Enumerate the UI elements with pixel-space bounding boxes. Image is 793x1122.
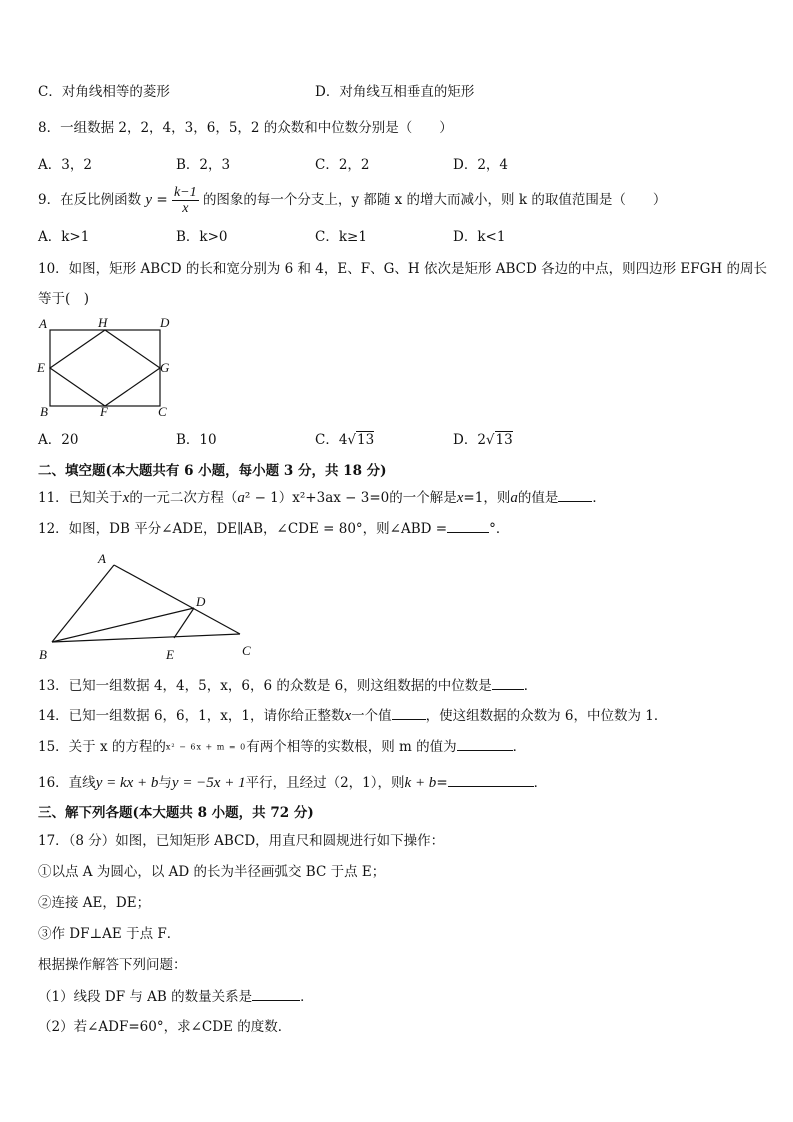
- q16-stem: [38, 772, 547, 793]
- q16-end: ．: [533, 775, 548, 791]
- fig12-label-c: C: [242, 643, 251, 658]
- q13-answer-blank[interactable]: [492, 675, 524, 690]
- q16-pre: 16．直线: [38, 775, 96, 791]
- q17-step3: ③作 DF⊥AE 于点 F．: [38, 926, 181, 942]
- q10-stem-line1: 10．如图，矩形 ABCD 的长和宽分别为 6 和 4，E、F、G、H 依次是矩形 ABCD 各边的中点，则四边形 EFGH 的周长: [38, 261, 767, 277]
- q17-intro: 17．（8 分）如图，已知矩形 ABCD，用直尺和圆规进行如下操作：: [38, 833, 445, 849]
- segment-ac: [114, 565, 240, 634]
- fig10-label-e: E: [37, 360, 45, 375]
- q13-stem: [38, 675, 537, 696]
- q10-option-d: [453, 430, 513, 450]
- q9-stem-post: 的图象的每一个分支上，y 都随 x 的增大而减小，则 k 的取值范围是（ ）: [202, 192, 667, 208]
- q11-mid4: =1，则: [463, 490, 511, 506]
- q9-fraction-denominator: x: [182, 201, 189, 216]
- q10-rectangle-figure: [34, 314, 174, 418]
- fig10-label-f: F: [100, 404, 108, 418]
- q14-answer-blank[interactable]: [392, 705, 426, 720]
- q16-kb: k + b: [404, 775, 437, 791]
- q12-end: °．: [489, 521, 510, 537]
- q16-line1: y = kx + b: [95, 775, 159, 791]
- fig10-label-g: G: [160, 360, 170, 375]
- q11-mid2: ² − 1）: [244, 490, 293, 506]
- q10-stem-line2: 等于( ): [38, 291, 90, 307]
- q14-pre: 14．已知一组数据 6，6，1，x，1，请你给正整数: [38, 708, 345, 724]
- fig10-label-d: D: [160, 315, 170, 330]
- q10-option-c-coef: C．4: [315, 432, 348, 448]
- q17-prompt: 根据操作解答下列问题：: [38, 957, 187, 973]
- q10-option-c-radicand: 13: [357, 432, 375, 448]
- rhombus-efgh: [50, 330, 160, 406]
- q9-func-eq: =: [156, 192, 168, 208]
- q9-fraction-numerator: k−1: [173, 185, 197, 200]
- q16-answer-blank[interactable]: [448, 772, 534, 787]
- fig10-label-h: H: [98, 315, 108, 330]
- section3-title: 三、解下列各题(本大题共 8 小题，共 72 分): [38, 805, 314, 821]
- q11-post: 的值是: [517, 490, 559, 506]
- fig10-label-b: B: [40, 404, 48, 418]
- q17-part1-text: （1）线段 DF 与 AB 的数量关系是: [38, 989, 253, 1005]
- q17-part2: （2）若∠ADF=60°，求∠CDE 的度数．: [38, 1019, 292, 1035]
- q15-equation: x² − 6x + m = 0: [165, 742, 247, 752]
- q17-step2: ②连接 AE，DE；: [38, 895, 151, 911]
- q12-text: 12．如图，DB 平分∠ADE，DE∥AB，∠CDE = 80°，则∠ABD =: [38, 521, 448, 537]
- q17-part1: [38, 986, 314, 1007]
- sqrt-sign: √: [485, 432, 495, 448]
- q15-end: ．: [512, 739, 527, 755]
- q9-stem: [38, 181, 666, 219]
- q17-part1-answer-blank[interactable]: [252, 986, 300, 1001]
- q13-end: ．: [523, 678, 538, 694]
- q11-end: ．: [592, 490, 606, 506]
- q14-post: ，使这组数据的众数为 6，中位数为 1．: [425, 708, 668, 724]
- q16-eq: =: [436, 775, 448, 791]
- q11-stem: [38, 487, 606, 508]
- rectangle-abcd: [50, 330, 160, 406]
- q9-fraction: [172, 185, 199, 216]
- q8-option-b: B．2，3: [176, 157, 231, 173]
- sqrt-sign: √: [347, 432, 357, 448]
- q16-mid1: 与: [158, 775, 172, 791]
- q11-mid1: 的一元二次方程（: [129, 490, 238, 506]
- fig12-label-b: B: [39, 647, 47, 662]
- q11-equation: x²+3ax − 3=0: [292, 490, 390, 506]
- q8-stem: 8．一组数据 2，2，4，3，6，5，2 的众数和中位数分别是（ ）: [38, 120, 453, 136]
- q11-answer-blank[interactable]: [558, 487, 592, 502]
- fig12-label-d: D: [196, 594, 206, 609]
- q8-option-c: C．2，2: [315, 157, 370, 173]
- q17-step1: ①以点 A 为圆心，以 AD 的长为半径画弧交 BC 于点 E；: [38, 864, 386, 880]
- q10-option-d-radicand: 13: [495, 432, 513, 448]
- q14-var-x: x: [344, 708, 352, 724]
- q11-var-x2: x: [456, 490, 464, 506]
- q11-var-a: a: [237, 490, 245, 506]
- q9-option-b: B．k>0: [176, 229, 228, 245]
- q9-func-y: y: [145, 192, 153, 208]
- q11-var-a2: a: [510, 490, 518, 506]
- q16-line2: y = −5x + 1: [171, 775, 246, 791]
- q14-stem: [38, 705, 667, 726]
- q7-option-d: D．对角线互相垂直的矩形: [315, 84, 475, 100]
- q14-mid: 一个值: [351, 708, 392, 724]
- q17-part1-end: ．: [300, 989, 314, 1005]
- fig12-label-a: A: [98, 551, 106, 566]
- q15-pre: 15．关于 x 的方程的: [38, 739, 166, 755]
- fig10-label-c: C: [158, 404, 167, 418]
- q15-answer-blank[interactable]: [457, 736, 513, 751]
- q12-triangle-figure: [34, 550, 264, 665]
- q9-stem-pre: 9．在反比例函数: [38, 192, 142, 208]
- q9-option-c: C．k≥1: [315, 229, 367, 245]
- q10-option-c: [315, 430, 374, 450]
- q11-var-x: x: [122, 490, 130, 506]
- q8-option-d: D．2，4: [453, 157, 509, 173]
- segment-ab: [52, 565, 114, 642]
- section2-title: 二、填空题(本大题共有 6 小题，每小题 3 分，共 18 分): [38, 463, 387, 479]
- q9-option-d: D．k<1: [453, 229, 506, 245]
- q15-stem: [38, 736, 526, 758]
- q11-pre: 11．已知关于: [38, 490, 123, 506]
- q11-mid3: 的一个解是: [389, 490, 457, 506]
- q13-text: 13．已知一组数据 4，4，5，x，6，6 的众数是 6，则这组数据的中位数是: [38, 678, 492, 694]
- q15-post: 有两个相等的实数根，则 m 的值为: [246, 739, 457, 755]
- q8-option-a: A．3，2: [38, 157, 92, 173]
- fig12-label-e: E: [166, 647, 174, 662]
- fig10-label-a: A: [39, 316, 47, 331]
- q10-option-b: B．10: [176, 432, 217, 448]
- q9-option-a: A．k>1: [38, 229, 90, 245]
- q16-mid2: 平行，且经过（2，1），则: [245, 775, 405, 791]
- q7-option-c: C．对角线相等的菱形: [38, 84, 170, 100]
- q10-option-d-coef: D．2: [453, 432, 486, 448]
- q12-answer-blank[interactable]: [447, 518, 489, 533]
- q12-stem: [38, 518, 509, 539]
- q10-option-a: A．20: [38, 432, 79, 448]
